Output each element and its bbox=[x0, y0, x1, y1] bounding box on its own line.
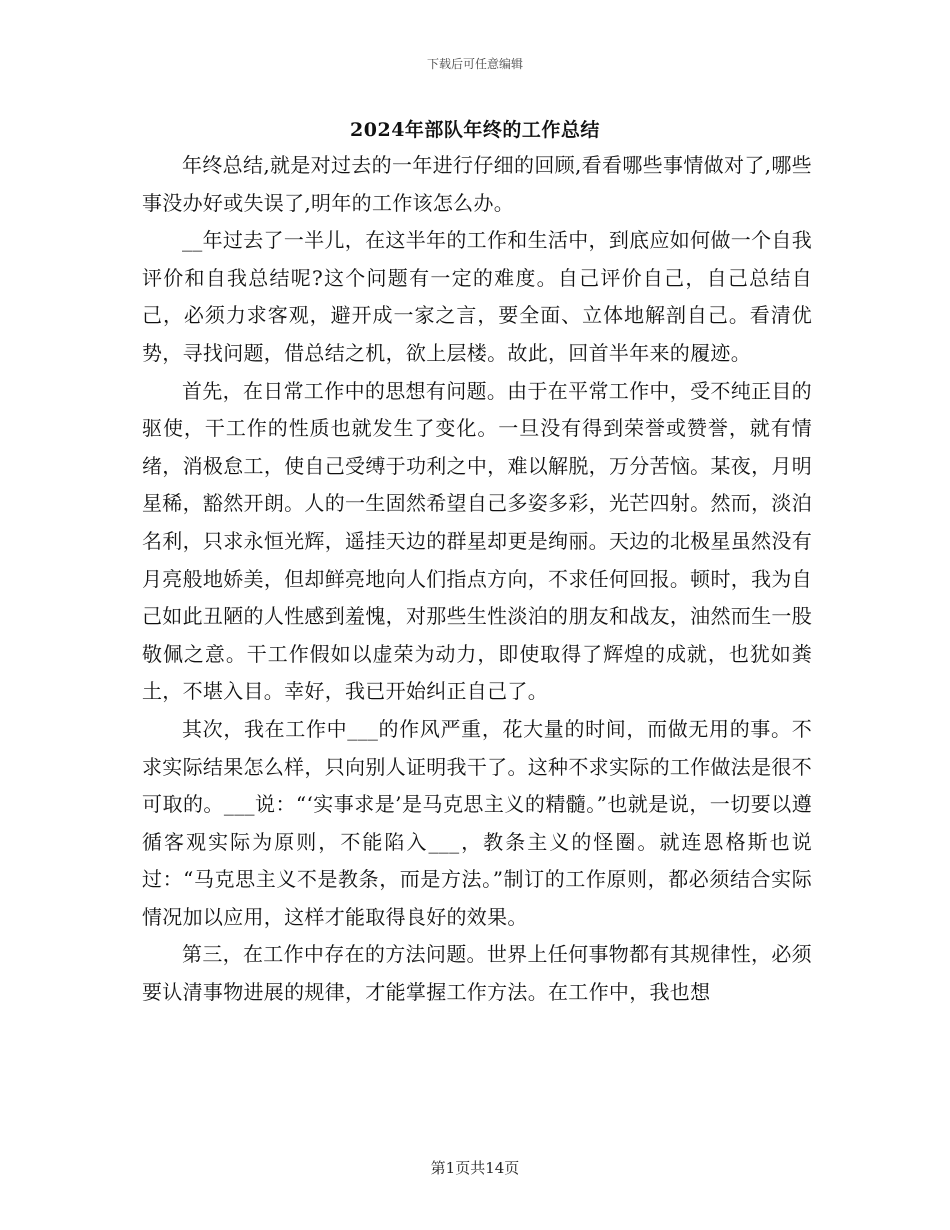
paragraph-half-year: __年过去了一半儿，在这半年的工作和生活中，到底应如何做一个自我评价和自我总结呢?这个问题有一定的难度。自己评价自己，自己总结自己，必须力求客观，避开成一家之言，要全面、立体地解剖自己。看清优势，寻找问题，借总结之机，欲上层楼。故此，回首半年来的履迹。 bbox=[142, 228, 812, 365]
header-note: 下载后可任意编辑 bbox=[426, 57, 523, 71]
document-body bbox=[142, 147, 812, 1012]
paragraph-intro: 年终总结,就是对过去的一年进行仔细的回顾,看看哪些事情做对了,哪些事没办好或失误了,明年的工作该怎么办。 bbox=[142, 153, 812, 215]
paragraph-third: 第三，在工作中存在的方法问题。世界上任何事物都有其规律性，必须要认清事物进展的规律，才能掌握工作方法。在工作中，我也想 bbox=[142, 942, 812, 1005]
paragraph-second: 其次，我在工作中___的作风严重，花大量的时间，而做无用的事。不求实际结果怎么样，只向别人证明我干了。这种不求实际的工作做法是很不可取的。___说：“‘实事求是’是马克思主义的精髓。”也就是说，一切要以遵循客观实际为原则，不能陷入___，教条主义的怪圈。就连恩格斯也说过：“马克思主义不是教条，而是方法。”制订的工作原则，都必须结合实际情况加以应用，这样才能取得良好的效果。 bbox=[142, 716, 812, 929]
paragraph-first: 首先，在日常工作中的思想有问题。由于在平常工作中，受不纯正目的驱使，干工作的性质也就发生了变化。一旦没有得到荣誉或赞誉，就有情绪，消极怠工，使自己受缚于功利之中，难以解脱，万分苦恼。某夜，月明星稀，豁然开朗。人的一生固然希望自己多姿多彩，光芒四射。然而，淡泊名利，只求永恒光辉，遥挂天边的群星却更是绚丽。天边的北极星虽然没有月亮般地娇美，但却鲜亮地向人们指点方向，不求任何回报。顿时，我为自己如此丑陋的人性感到羞愧，对那些生性淡泊的朋友和战友，油然而生一股敬佩之意。干工作假如以虚荣为动力，即使取得了辉煌的成就，也犹如粪土，不堪入目。幸好，我已开始纠正自己了。 bbox=[142, 378, 812, 704]
page-number: 第1页共14页 bbox=[430, 1159, 520, 1177]
document-title: 2024年部队年终的工作总结 bbox=[350, 119, 600, 141]
